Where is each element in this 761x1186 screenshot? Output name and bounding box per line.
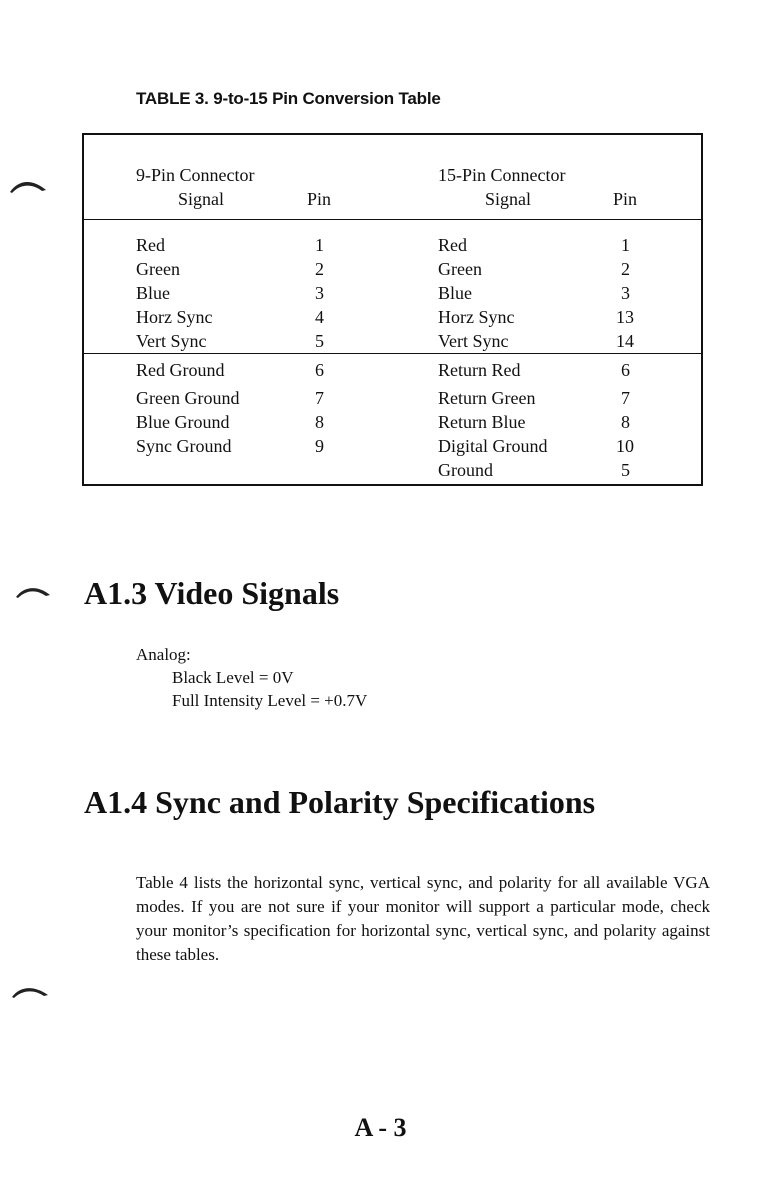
- section-divider: [84, 353, 701, 354]
- full-intensity-text: Full Intensity Level = +0.7V: [172, 691, 368, 710]
- header-divider: [84, 219, 701, 220]
- analog-label: Analog:: [136, 645, 191, 664]
- black-level-text: Black Level = 0V: [172, 668, 294, 687]
- conversion-table: 9-Pin Connector 15-Pin Connector Signal Pin Signal Pin Red 1 Red 1 Green 2 Green 2 Blue 3 Blue 3 Horz Sync 4 Horz Sync 13 Vert Sync 5 Vert Sync 14 Red Ground 6 Return Red 6 Green Ground 7 Return Green 7 Blue Ground 8 Return Blue 8 Sync Ground 9 Digital Ground 10 Ground 5: [82, 133, 703, 486]
- sync-polarity-paragraph: Table 4 lists the horizontal sync, vertical sync, and polarity for all available VGA modes. If you are not sure if your monitor will support a particular mode, check your monitor’s specification for horizontal sync, vertical sync, and polarity against these tables.: [136, 873, 710, 964]
- margin-mark-icon: [8, 178, 48, 194]
- column-header-pin-15pin: Pin: [613, 189, 638, 209]
- margin-mark-icon: [14, 585, 52, 599]
- column-header-signal-15pin: Signal: [485, 189, 532, 209]
- right-group-header: 15-Pin Connector: [438, 165, 566, 185]
- table-caption: TABLE 3. 9-to-15 Pin Conversion Table: [136, 89, 441, 108]
- left-group-header: 9-Pin Connector: [136, 165, 255, 185]
- margin-mark-icon: [10, 985, 50, 999]
- section-heading-video-signals: A1.3 Video Signals: [84, 575, 340, 611]
- section-heading-sync-polarity: A1.4 Sync and Polarity Specifications: [84, 784, 596, 820]
- column-header-pin-9pin: Pin: [307, 189, 332, 209]
- page-number: A - 3: [354, 1113, 407, 1142]
- column-header-signal-9pin: Signal: [178, 189, 225, 209]
